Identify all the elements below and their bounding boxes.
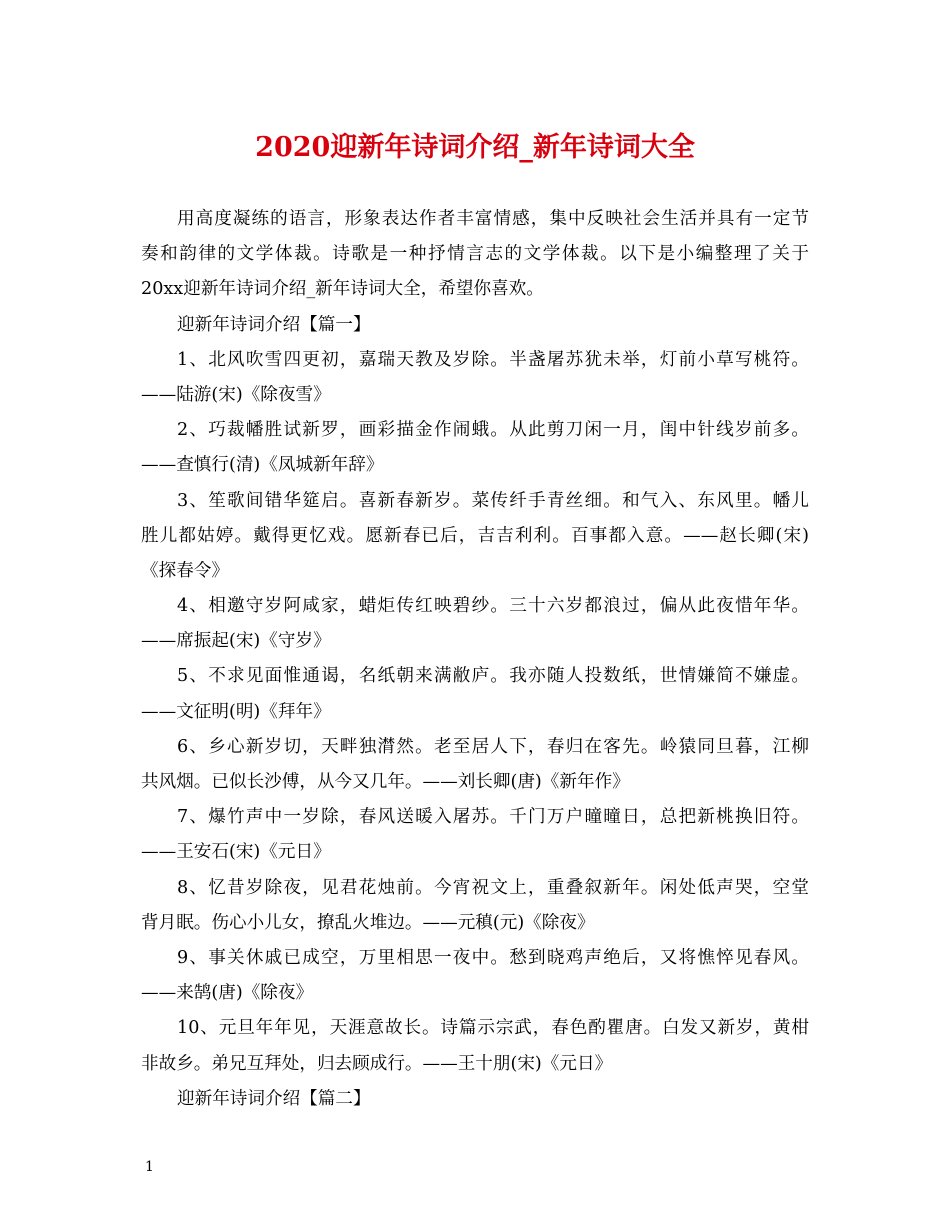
poem-1-attribution: ——陆游(宋)《除夜雪》 xyxy=(141,384,331,405)
poem-9-attribution: ——来鹄(唐)《除夜》 xyxy=(141,983,314,1004)
section-heading-2: 迎新年诗词介绍【篇二】 xyxy=(177,1088,371,1109)
poem-5-attribution: ——文征明(明)《拜年》 xyxy=(141,701,331,722)
section-heading-1: 迎新年诗词介绍【篇一】 xyxy=(177,314,371,335)
poem-2-line-1: 2、巧裁幡胜试新罗，画彩描金作闹蛾。从此剪刀闲一月，闺中针线岁前多。 xyxy=(177,420,809,441)
poem-8-line-2: 背月眠。伤心小儿女，撩乱火堆边。——元稹(元)《除夜》 xyxy=(141,912,595,933)
poem-7-line-1: 7、爆竹声中一岁除，春风送暖入屠苏。千门万户曈曈日，总把新桃换旧符。 xyxy=(177,807,809,828)
poem-1-line-1: 1、北风吹雪四更初，嘉瑞天教及岁除。半盏屠苏犹未举，灯前小草写桃符。 xyxy=(177,349,809,370)
poem-3-attribution: 《探春令》 xyxy=(141,560,229,581)
poem-3-line-2: 胜儿都姑婷。戴得更忆戏。愿新春已后，吉吉利利。百事都入意。——赵长卿(宋) xyxy=(141,525,809,546)
poem-10-line-2: 非故乡。弟兄互拜处，归去顾成行。——王十朋(宋)《元日》 xyxy=(141,1053,613,1074)
intro-line-1: 用高度凝练的语言，形象表达作者丰富情感，集中反映社会生活并具有一定节 xyxy=(177,209,809,229)
poem-4-line-1: 4、相邀守岁阿咸家，蜡炬传红映碧纱。三十六岁都浪过，偏从此夜惜年华。 xyxy=(177,596,809,617)
poem-3-line-1: 3、笙歌间错华筵启。喜新春新岁。菜传纤手青丝细。和气入、东风里。幡儿 xyxy=(177,490,809,511)
poem-8-line-1: 8、忆昔岁除夜，见君花烛前。今宵祝文上，重叠叙新年。闲处低声哭，空堂 xyxy=(177,877,809,898)
poem-10-line-1: 10、元旦年年见，天涯意故长。诗篇示宗武，春色酌瞿唐。白发又新岁，黄柑 xyxy=(177,1018,809,1039)
intro-line-3: 20xx迎新年诗词介绍_新年诗词大全，希望你喜欢。 xyxy=(141,279,544,300)
document-body xyxy=(141,202,809,1117)
poem-7-attribution: ——王安石(宋)《元日》 xyxy=(141,842,331,863)
poem-9-line-1: 9、事关休戚已成空，万里相思一夜中。愁到晓鸡声绝后，又将憔悴见春风。 xyxy=(177,947,809,968)
page-number: 1 xyxy=(145,1159,154,1175)
poem-5-line-1: 5、不求见面惟通谒，名纸朝来满敝庐。我亦随人投数纸，世情嫌简不嫌虚。 xyxy=(177,666,809,687)
document-title: 2020迎新年诗词介绍_新年诗词大全 xyxy=(255,132,695,163)
poem-4-attribution: ——席振起(宋)《守岁》 xyxy=(141,631,331,652)
intro-line-2: 奏和韵律的文学体裁。诗歌是一种抒情言志的文学体裁。以下是小编整理了关于 xyxy=(141,244,809,265)
poem-2-attribution: ——查慎行(清)《凤城新年辞》 xyxy=(141,455,384,476)
poem-6-line-2: 共风烟。已似长沙傅，从今又几年。——刘长卿(唐)《新年作》 xyxy=(141,772,630,792)
poem-6-line-1: 6、乡心新岁切，天畔独潸然。老至居人下，春归在客先。岭猿同旦暮，江柳 xyxy=(177,736,809,757)
